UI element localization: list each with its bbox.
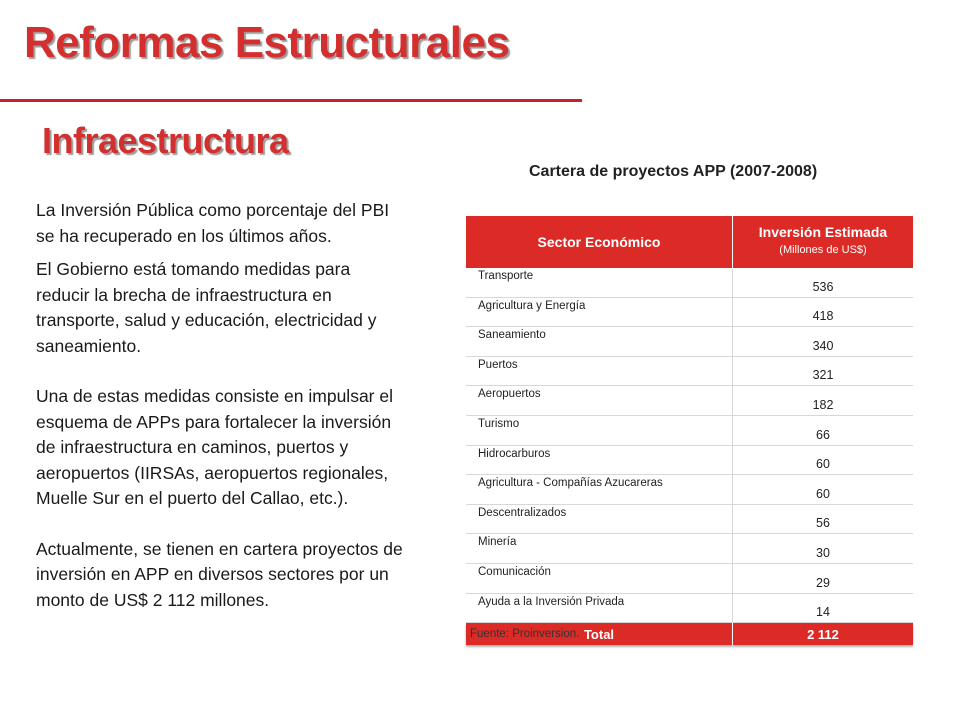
investment-value-cell: 340 (733, 327, 914, 357)
investment-value-cell: 29 (733, 563, 914, 593)
table-row (466, 593, 913, 623)
paragraph-app-scheme: Una de estas medidas consiste en impulsar el esquema de APPs para fortalecer la inversión de infraestructura en caminos, puertos y aeropuertos (IIRSAs, aeropuertos regionales, Muelle Sur en el puerto del Callao, etc.). (36, 386, 393, 508)
column-header-sector: Sector Económico (466, 216, 733, 268)
sector-name-cell: Puertos (466, 356, 733, 386)
page-title: Reformas Estructurales (24, 18, 510, 67)
sector-name-cell: Agricultura y Energía (466, 297, 733, 327)
investment-value-cell: 56 (733, 504, 914, 534)
sector-name-cell: Agricultura - Compañías Azucareras (466, 475, 733, 505)
total-value: 2 112 (733, 623, 914, 646)
table-row (466, 297, 913, 327)
paragraph-portfolio-amount: Actualmente, se tienen en cartera proyectos de inversión en APP en diversos sectores por un monto de US$ 2 112 millones. (36, 538, 403, 610)
table-header-row (466, 216, 913, 268)
investment-value-cell: 14 (733, 593, 914, 623)
paragraph-government-measures: El Gobierno está tomando medidas para reducir la brecha de infraestructura en transporte, salud y educación, electricidad y saneamiento. (36, 259, 377, 356)
column-header-investment-unit: (Millones de US$) (779, 244, 867, 256)
title-divider (0, 99, 582, 102)
sector-name-cell: Descentralizados (466, 504, 733, 534)
column-header-investment (733, 216, 914, 268)
investment-value-cell: 321 (733, 356, 914, 386)
investment-value-cell: 30 (733, 534, 914, 564)
table-row (466, 475, 913, 505)
sector-name-cell: Turismo (466, 415, 733, 445)
sector-name-cell: Minería (466, 534, 733, 564)
table-row (466, 386, 913, 416)
table-title: Cartera de proyectos APP (2007-2008) (529, 163, 818, 180)
body-text (36, 198, 408, 613)
investment-value-cell: 60 (733, 475, 914, 505)
column-header-investment-label: Inversión Estimada (758, 224, 888, 240)
sector-name-cell: Hidrocarburos (466, 445, 733, 475)
sector-name-cell: Ayuda a la Inversión Privada (466, 593, 733, 623)
sector-name-cell: Comunicación (466, 563, 733, 593)
sector-name-cell: Aeropuertos (466, 386, 733, 416)
section-subtitle: Infraestructura (42, 120, 289, 161)
table-row (466, 534, 913, 564)
source-note: Fuente: Proinversion. (470, 628, 580, 640)
table-row (466, 445, 913, 475)
app-portfolio-table-wrapper (466, 216, 912, 645)
table-row (466, 327, 913, 357)
table-row (466, 563, 913, 593)
table-body (466, 268, 913, 623)
sector-name-cell: Transporte (466, 268, 733, 297)
investment-value-cell: 66 (733, 415, 914, 445)
paragraph-public-investment: La Inversión Pública como porcentaje del PBI se ha recuperado en los últimos años. (36, 200, 390, 246)
table-row (466, 356, 913, 386)
investment-value-cell: 182 (733, 386, 914, 416)
table-row (466, 268, 913, 297)
investment-value-cell: 536 (733, 268, 914, 297)
app-portfolio-table (466, 216, 913, 645)
table-row (466, 504, 913, 534)
investment-value-cell: 418 (733, 297, 914, 327)
investment-value-cell: 60 (733, 445, 914, 475)
total-label: Total (466, 623, 733, 646)
table-row (466, 415, 913, 445)
sector-name-cell: Saneamiento (466, 327, 733, 357)
